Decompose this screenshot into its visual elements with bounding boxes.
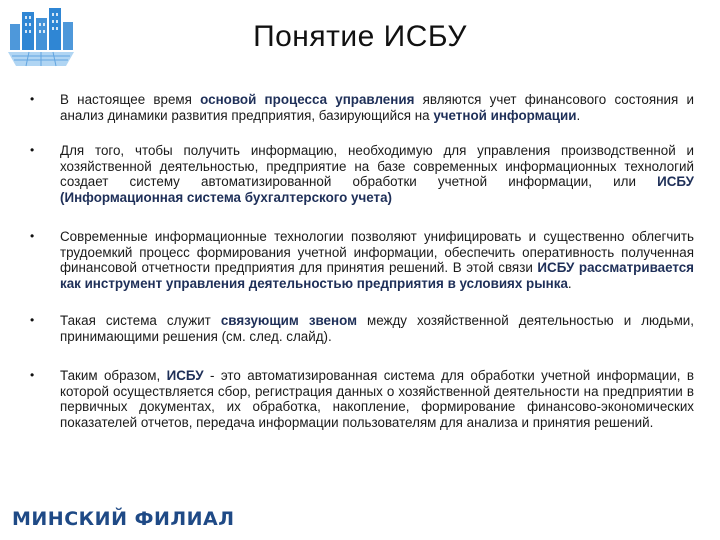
bullet-marker: • — [30, 313, 35, 327]
text-run: . — [576, 107, 581, 123]
text-run: В настоящее время — [60, 92, 201, 107]
text-run: Современные информационные технологии позволяют унифицировать и существенно облегчить трудоемкий процесс формирования учетной информации, обеспечить оперативность полученная финансовой отчетности предприятия для принятия решений. В этой связи — [60, 229, 694, 275]
bullet-item — [24, 368, 694, 430]
bullet-marker: • — [30, 229, 35, 243]
bullet-list — [24, 92, 694, 430]
text-run: Для того, чтобы получить информацию, необходимую для управления производственной и хозяйственной деятельностью, предприятие на базе современных информационных технологий создает систему автоматизированной обработки учетной информации, или — [60, 143, 694, 189]
text-run: Таким образом, — [60, 368, 167, 383]
bullet-item — [24, 229, 694, 291]
highlight-run: ИСБУ — [166, 368, 204, 383]
bullet-text — [60, 229, 694, 291]
bullet-marker: • — [30, 92, 35, 106]
bullet-item — [24, 313, 694, 344]
bullet-text — [60, 368, 694, 430]
bullet-text — [60, 92, 694, 123]
highlight-run: основой процесса управления — [200, 92, 415, 107]
highlight-run: учетной информации — [433, 107, 577, 123]
text-run: являются учет финансового состояния и анализ динамики развития предприятия, базирующийся на — [60, 92, 694, 123]
bullet-item — [24, 143, 694, 205]
bullet-text — [60, 143, 694, 205]
bullet-text — [60, 313, 694, 344]
highlight-run: связующим звеном — [220, 313, 357, 328]
text-run: Такая система служит — [60, 313, 221, 328]
highlight-run: ИСБУ (Информационная система бухгалтерского учета) — [60, 174, 694, 205]
bullet-marker: • — [30, 368, 35, 382]
text-run: - это автоматизированная система для обработки учетной информации, в которой осуществляется сбор, регистрация данных о хозяйственной деятельности на предприятии в первичных документах, их обработка, накопление, формирование финансово-экономических показателей отчетов, передача информации пользователям для анализа и принятия решений. — [60, 368, 694, 430]
slide-title: Понятие ИСБУ — [253, 20, 467, 53]
bullet-item — [24, 92, 694, 123]
bullet-marker: • — [30, 143, 35, 157]
text-run: . — [567, 275, 572, 291]
highlight-run: ИСБУ рассматривается как инструмент управления деятельностью предприятия в условиях рынка — [60, 260, 694, 291]
footer-branch-name: МИНСКИЙ ФИЛИАЛ — [12, 508, 235, 530]
text-run: между хозяйственной деятельностью и людьми, принимающими решения (см. след. слайд). — [60, 313, 694, 344]
